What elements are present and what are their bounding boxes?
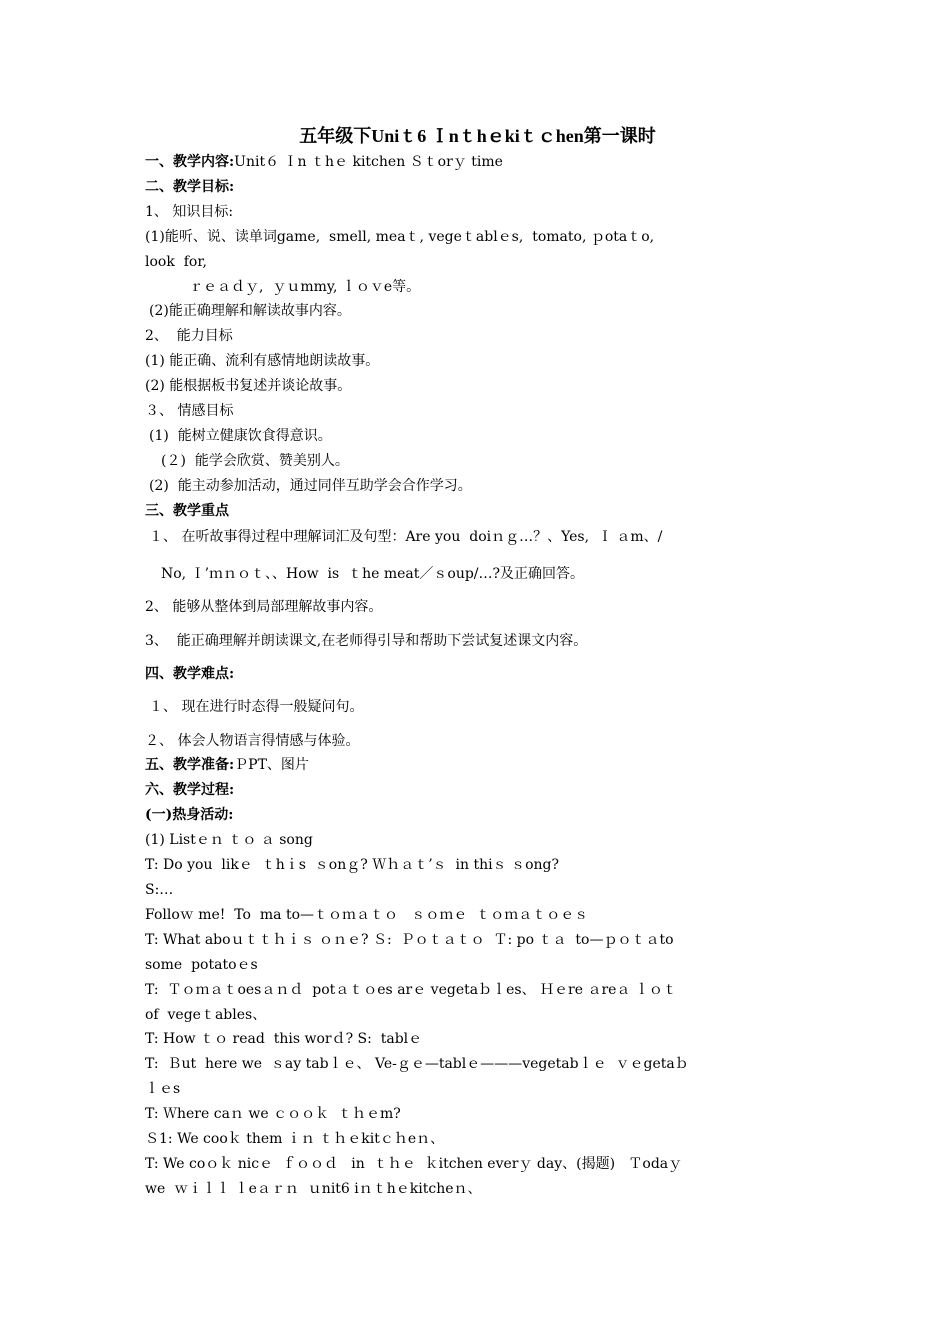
text-line: of vegeｔables、: [145, 1007, 267, 1023]
section-label: 五、教学准备:: [145, 757, 235, 773]
text-line: 1、 知识目标:: [145, 204, 234, 220]
text-line: (2) 能主动参加活动，通过同伴互助学会合作学习。: [149, 478, 472, 494]
text-line: T: Ｂut here we ｓay tabｌｅ、 Ve-ｇｅ—tablｅ———vegetabｌｅ ｖｅgetaｂ: [145, 1056, 689, 1072]
text-line: T: We coｏｋ nicｅ ｆｏｏｄ in ｔｈｅ ｋitchen everｙ day、(揭题) Ｔodaｙ: [145, 1156, 683, 1172]
section-heading-process: 六、教学过程:: [145, 782, 235, 798]
text-line: １、 现在进行时态得一般疑问句。: [149, 699, 364, 715]
text-line: (1) Listｅｎ ｔｏ ａ song: [145, 832, 313, 848]
text-line: S:…: [145, 882, 174, 898]
line-text: ＰPT、图片: [234, 757, 309, 773]
text-line: T: How ｔｏ read this worｄ? S: tablｅ: [145, 1031, 423, 1047]
text-line: (1) 能正确、流利有感情地朗读故事。: [145, 353, 380, 369]
text-line: No, Ｉ’ｍｎｏｔ、、How is ｔhe meat／ｓoup/…?及正确回答。: [161, 566, 585, 582]
text-line: some potatoｅs: [145, 957, 258, 973]
text-line: 2、 能力目标: [145, 328, 233, 344]
text-line: Folloｗ me! To ma to—ｔｏｍａｔｏ ｓｏｍｅ ｔｏｍａｔｏｅｓ: [145, 907, 589, 923]
text-line: 3、 能正确理解并朗读课文,在老师得引导和帮助下尝试复述课文内容。: [145, 633, 588, 649]
section-heading-content: [145, 152, 503, 172]
text-line: T: Ｔｏｍａｔoesａｎｄ potａｔｏes arｅ vegetaｂｌes、 Ｈｅre ａreａ ｌｏｔ: [145, 982, 677, 998]
text-line: (2) 能根据板书复述并谈论故事。: [145, 378, 352, 394]
text-line: look for,: [145, 254, 207, 270]
text-line: (1) 能树立健康饮食得意识。: [149, 428, 332, 444]
section-heading-difficulties: 四、教学难点:: [145, 666, 235, 682]
text-line: we ｗｉｌｌ ｌeａｒｎ ｕnit6 iｎｔhｅkitcheｎ、: [145, 1181, 482, 1197]
text-line: (２) 能学会欣赏、赞美别人。: [161, 453, 349, 469]
text-line: ｒｅａｄｙ, ｙｕmmy, ｌｏｖe等。: [189, 279, 421, 295]
document-title: 五年级下Uniｔ6 Ｉnｔhｅkiｔｃhen第一课时: [299, 126, 656, 146]
text-line: １、 在听故事得过程中理解词汇及句型：Are you doiｎｇ…？、Yes, Ｉ ａm、/: [149, 529, 663, 545]
text-line: (2)能正确理解和解读故事内容。: [149, 303, 351, 319]
text-line: ２、 体会人物语言得情感与体验。: [145, 733, 360, 749]
text-line: T: Do you likｅ ｔhｉs ｓonｇ? Ｗｈａｔ’ｓ in thiｓ ｓong?: [145, 857, 559, 873]
text-line: ｌｅs: [145, 1081, 181, 1097]
section-heading-key-points: 三、教学重点: [145, 503, 229, 519]
text-line: 2、 能够从整体到局部理解故事内容。: [145, 599, 383, 615]
text-line: T: Ｗhere caｎ we ｃｏｏｋ ｔｈｅm?: [145, 1106, 401, 1122]
text-line: Ｓ1: We cooｋ them ｉｎ ｔｈｅkitｃｈeｎ、: [145, 1131, 445, 1147]
text-line: (1)能听、说、读单词game, smell, meaｔ, vegeｔablｅs, tomato, ｐotaｔo,: [145, 229, 655, 245]
section-label: 一、教学内容:: [145, 154, 235, 170]
section-heading-preparation: [145, 755, 309, 775]
section-heading-objectives: 二、教学目标:: [145, 179, 235, 195]
text-line: ３、 情感目标: [145, 403, 234, 419]
text-line: T: What aboｕｔｔｈｉｓ ｏｎｅ? Ｓ: Ｐｏｔａｔｏ Ｔ: po ｔａ to—ｐｏｔａto: [145, 932, 674, 948]
subsection-heading-warmup: (一)热身活动:: [145, 807, 234, 823]
line-text: Unit６ Ｉn ｔhｅ kitchen Ｓｔorｙ time: [234, 154, 503, 170]
